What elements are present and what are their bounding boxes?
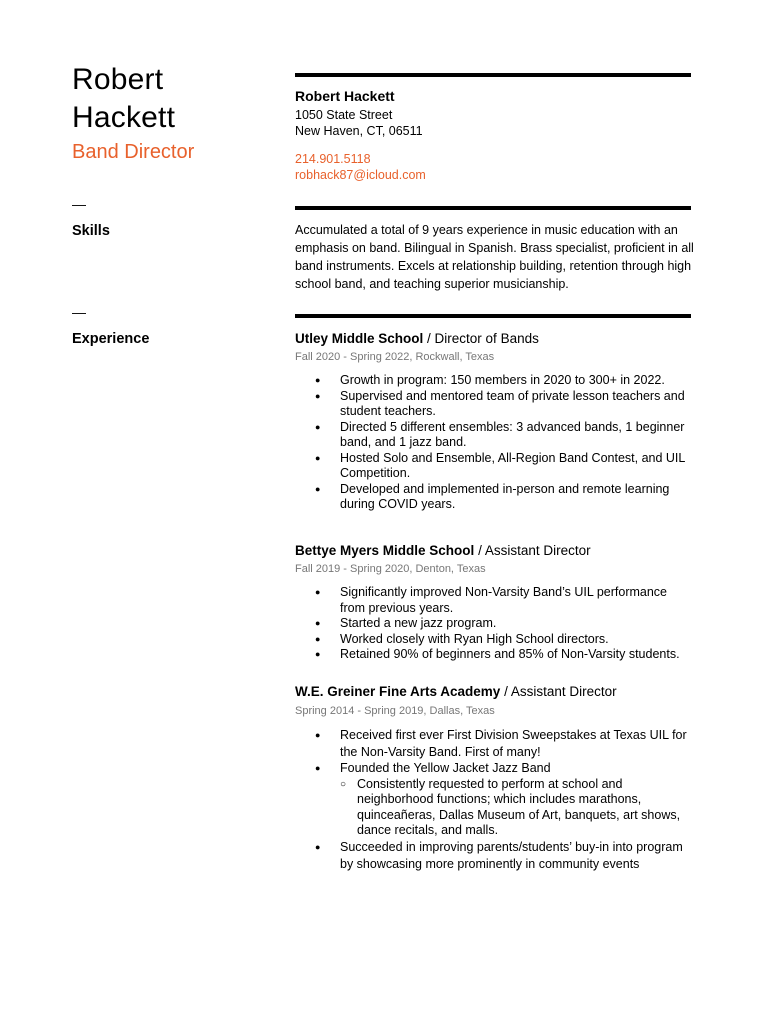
job-dates: Fall 2020 - Spring 2022, Rockwall, Texas [295, 351, 495, 363]
list-item: ● Started a new jazz program. [295, 616, 690, 632]
job-company: W.E. Greiner Fine Arts Academy [295, 684, 501, 699]
contact-rule [295, 73, 691, 77]
candidate-name [72, 61, 272, 137]
contact-phone[interactable]: 214.901.5118 [295, 152, 371, 166]
list-item: ● Developed and implemented in-person and remote learning during COVID years. [295, 482, 690, 513]
candidate-last-name: Hackett [72, 101, 176, 134]
job-role: Director of Bands [434, 331, 539, 346]
job-company: Utley Middle School [295, 331, 424, 346]
contact-address-line1: 1050 State Street [295, 108, 393, 122]
list-item: ● Succeeded in improving parents/students’ buy-in into program by showcasing more prominently in community events [295, 839, 690, 873]
job-bullets [295, 373, 690, 513]
contact-address-line2: New Haven, CT, 06511 [295, 124, 423, 138]
job-heading: Utley Middle School / Director of Bands [295, 331, 539, 346]
list-item: ● Retained 90% of beginners and 85% of Non-Varsity students. [295, 647, 690, 663]
job-dates: Spring 2014 - Spring 2019, Dallas, Texas [295, 705, 495, 717]
list-item: ● Worked closely with Ryan High School directors. [295, 632, 690, 648]
list-item: ● Received first ever First Division Sweepstakes at Texas UIL for the Non-Varsity Band. First of many! [295, 727, 690, 761]
list-item: ● Directed 5 different ensembles: 3 advanced bands, 1 beginner band, and 1 jazz band. [295, 420, 690, 451]
experience-rule [295, 314, 691, 318]
sub-list-item: ○ Consistently requested to perform at school and neighborhood functions; which includes marathons, quinceañeras, Dallas Museum of Art, banquets, art shows, dance recitals, and malls. [340, 777, 687, 839]
section-divider-skills: — [72, 196, 86, 212]
contact-name: Robert Hackett [295, 88, 395, 104]
job-bullets [295, 727, 690, 873]
job-title: Band Director [72, 141, 195, 163]
candidate-first-name: Robert [72, 63, 164, 96]
list-item: ● Growth in program: 150 members in 2020 to 300+ in 2022. [295, 373, 690, 389]
section-heading-experience: Experience [72, 331, 150, 347]
list-item: ● Supervised and mentored team of private lesson teachers and student teachers. [295, 389, 690, 420]
list-item-text: Founded the Yellow Jacket Jazz Band [340, 761, 551, 775]
list-item: ● Significantly improved Non-Varsity Band’s UIL performance from previous years. [295, 585, 690, 616]
list-item: ● Hosted Solo and Ensemble, All-Region Band Contest, and UIL Competition. [295, 451, 690, 482]
job-company: Bettye Myers Middle School [295, 543, 475, 558]
job-dates: Fall 2019 - Spring 2020, Denton, Texas [295, 563, 486, 575]
section-divider-experience: — [72, 304, 86, 320]
job-role: Assistant Director [484, 543, 591, 558]
job-heading: W.E. Greiner Fine Arts Academy / Assistant Director [295, 684, 617, 699]
job-heading: Bettye Myers Middle School / Assistant Director [295, 543, 591, 558]
contact-email-link[interactable]: robhack87@icloud.com [295, 168, 426, 182]
sub-bullets [340, 777, 690, 839]
job-role: Assistant Director [510, 684, 617, 699]
section-heading-skills: Skills [72, 223, 110, 239]
skills-rule [295, 206, 691, 210]
job-bullets [295, 585, 690, 663]
skills-summary: Accumulated a total of 9 years experience in music education with an emphasis on band. Bilingual in Spanish. Brass specialist, proficient in all band instruments. Excels at relationship building, retention through high school band, and teaching superior musicianship. [295, 223, 694, 291]
list-item [295, 761, 690, 839]
